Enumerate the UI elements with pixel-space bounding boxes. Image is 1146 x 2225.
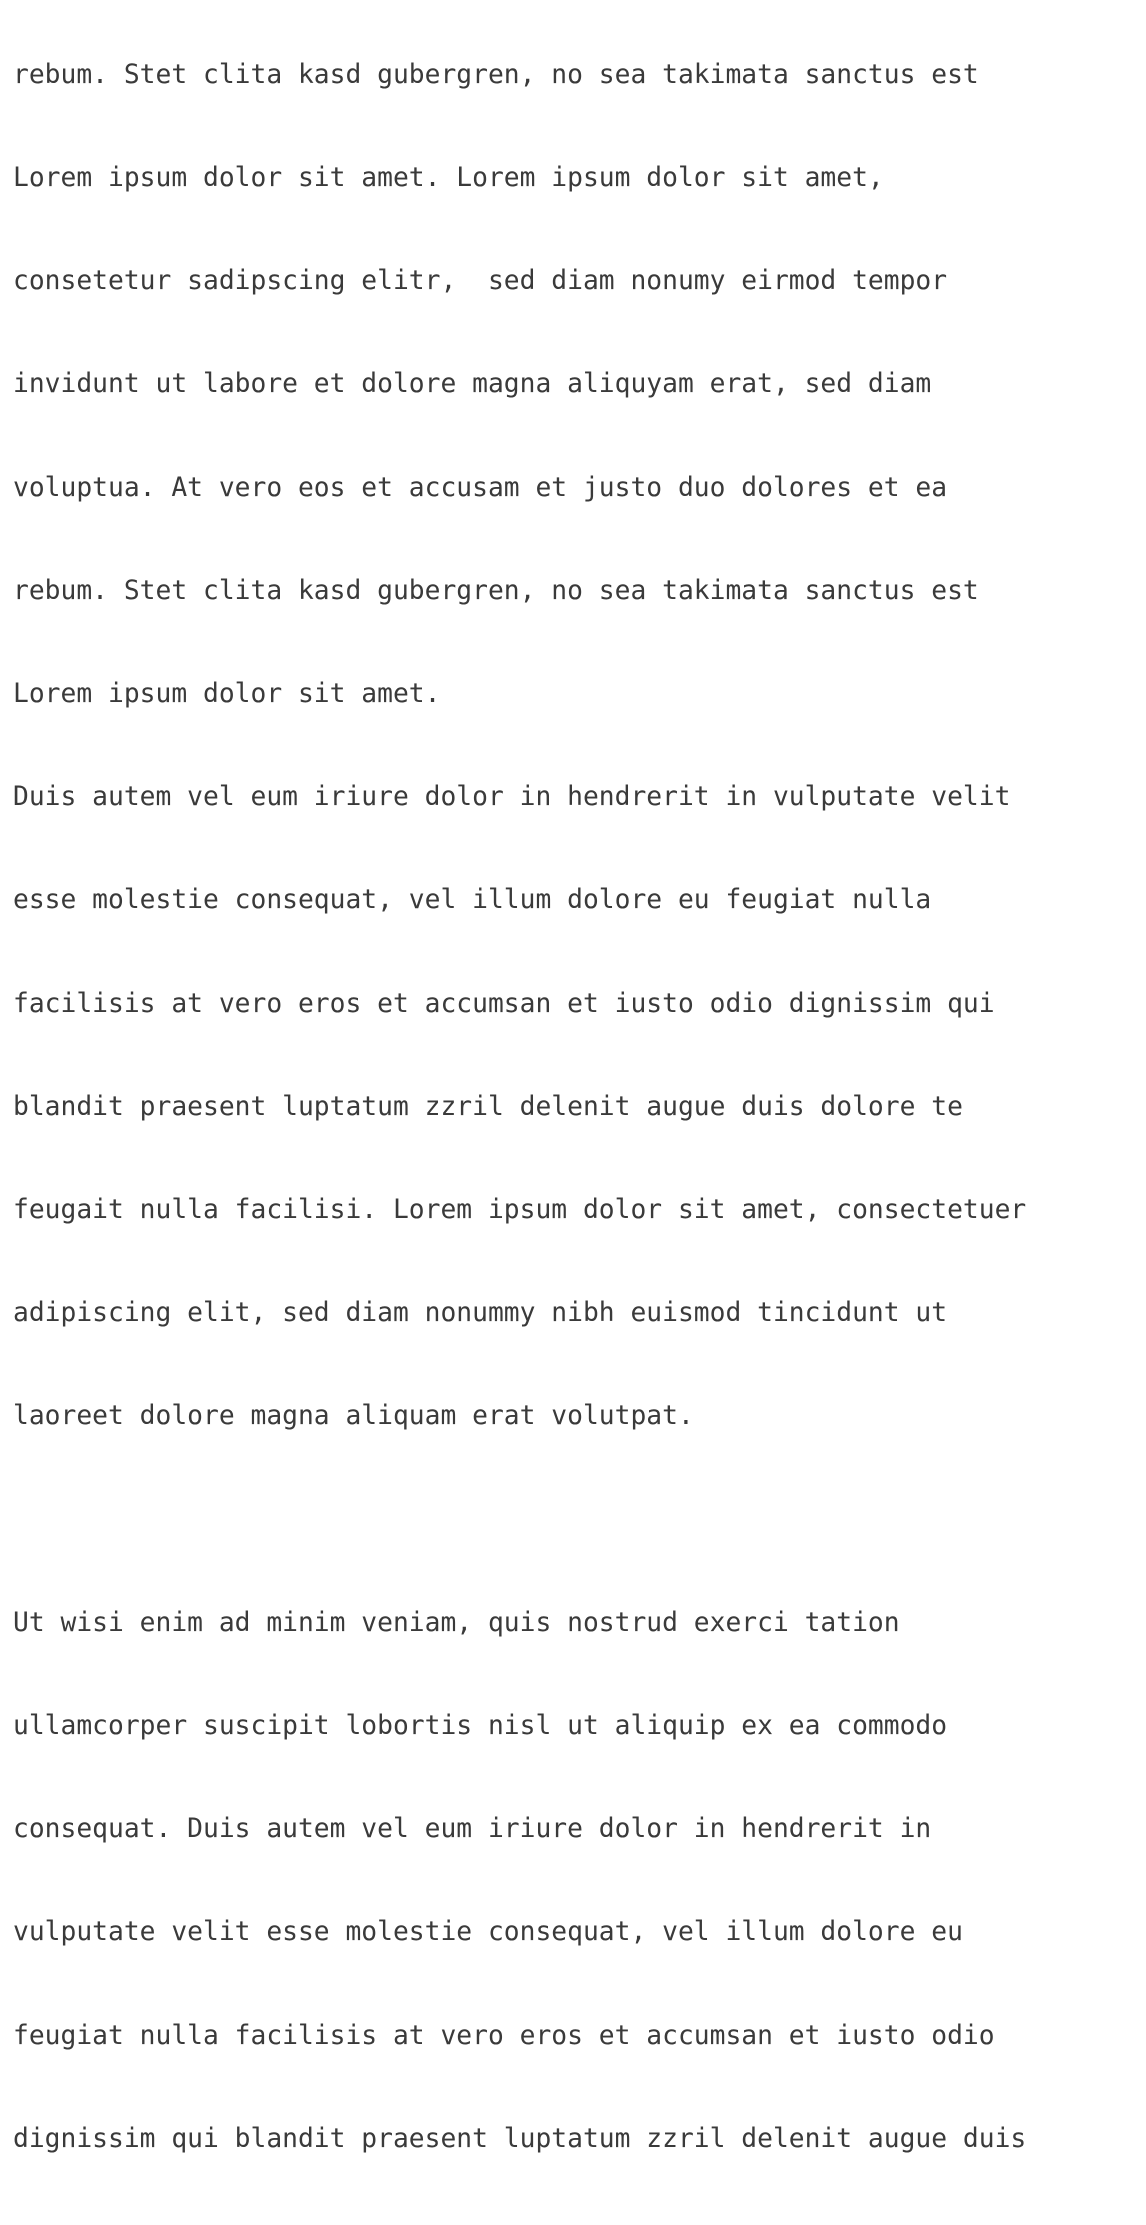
text-line: laoreet dolore magna aliquam erat volutpat. [13, 1401, 694, 1432]
text-line: feugait nulla facilisi. Lorem ipsum dolor sit amet, consectetuer [13, 1195, 1027, 1226]
text-line: dignissim qui blandit praesent luptatum zzril delenit augue duis [13, 2123, 1027, 2154]
text-line: vulputate velit esse molestie consequat, vel illum dolore eu [13, 1917, 963, 1948]
text-line: invidunt ut labore et dolore magna aliquyam erat, sed diam [13, 369, 932, 400]
text-line: ullamcorper suscipit lobortis nisl ut aliquip ex ea commodo [13, 1711, 948, 1742]
text-line: Lorem ipsum dolor sit amet. Lorem ipsum dolor sit amet, [13, 163, 884, 194]
text-line: esse molestie consequat, vel illum dolore eu feugiat nulla [13, 885, 932, 916]
blank-line [13, 1503, 1143, 1537]
text-line: Duis autem vel eum iriure dolor in hendrerit in vulputate velit [13, 782, 1011, 813]
text-line: consetetur sadipscing elitr, sed diam nonumy eirmod tempor [13, 266, 948, 297]
text-line: rebum. Stet clita kasd gubergren, no sea takimata sanctus est [13, 59, 979, 90]
text-line: consequat. Duis autem vel eum iriure dolor in hendrerit in [13, 1814, 932, 1845]
text-line: Lorem ipsum dolor sit amet. [13, 679, 441, 710]
text-line: voluptua. At vero eos et accusam et justo duo dolores et ea [13, 472, 948, 503]
text-line: rebum. Stet clita kasd gubergren, no sea takimata sanctus est [13, 575, 979, 606]
text-line: feugiat nulla facilisis at vero eros et accumsan et iusto odio [13, 2020, 995, 2051]
text-line: facilisis at vero eros et accumsan et iusto odio dignissim qui [13, 988, 995, 1019]
text-line: adipiscing elit, sed diam nonummy nibh euismod tincidunt ut [13, 1298, 948, 1329]
text-line: Ut wisi enim ad minim veniam, quis nostrud exerci tation [13, 1607, 900, 1638]
text-line: blandit praesent luptatum zzril delenit augue duis dolore te [13, 1091, 963, 1122]
document-text [13, 0, 1143, 2225]
